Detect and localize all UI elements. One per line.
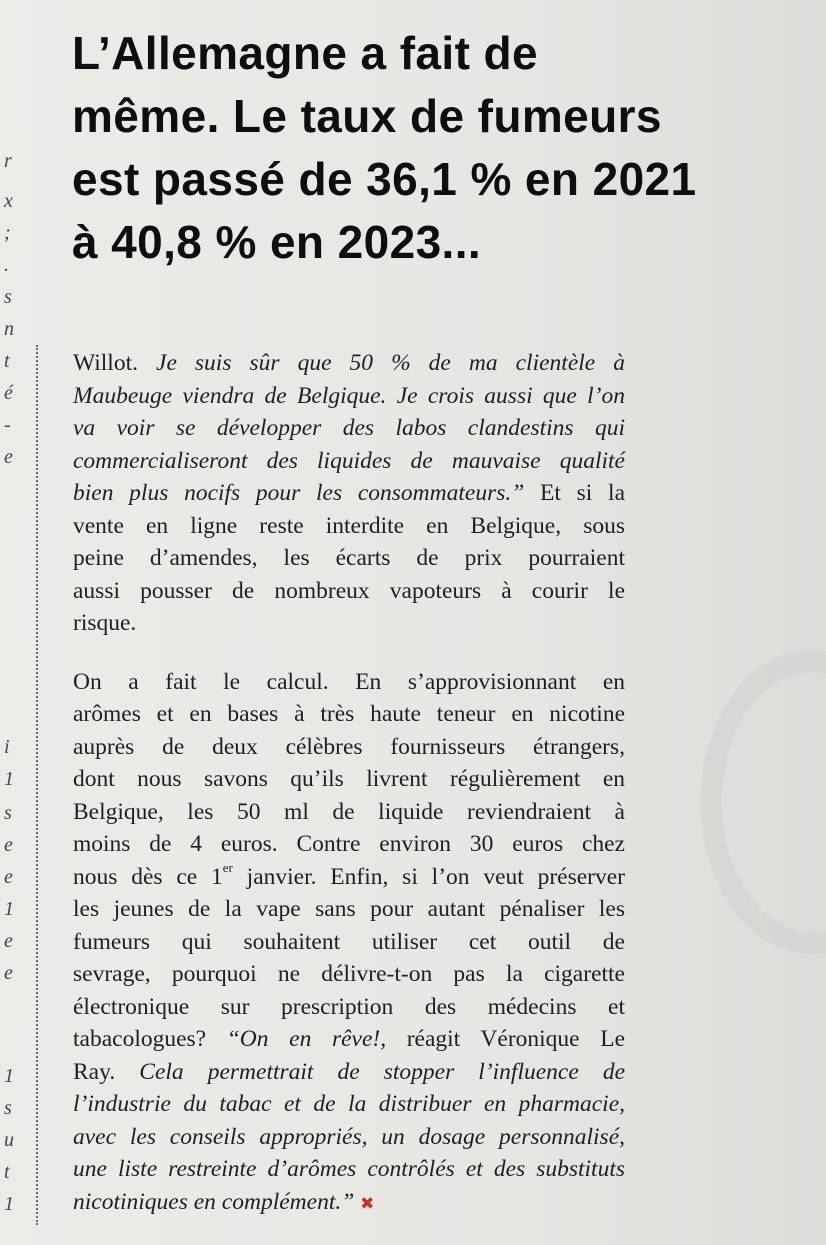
text-line: [73, 347, 625, 380]
text-line: [73, 1186, 625, 1221]
text-line: vente en ligne reste interdite en Belgique, sous: [73, 512, 625, 539]
fragment: e: [4, 834, 13, 856]
body-text: tabacologues?: [73, 1026, 207, 1052]
quote-text: “On en rêve!,: [226, 1026, 387, 1052]
fragment: u: [4, 1129, 14, 1151]
fragment: x: [4, 190, 13, 212]
body-text: réagit Véronique Le: [406, 1026, 626, 1052]
fragment: e: [4, 962, 13, 984]
headline: [72, 22, 812, 274]
text-line: sevrage, pourquoi ne délivre-t-on pas la cigarette: [73, 961, 625, 987]
column-dotted-rule: [36, 345, 38, 1225]
text-line: Belgique, les 50 ml de liquide reviendraient à: [73, 798, 625, 825]
quote-text: Je suis sûr que 50 % de ma clientèle à: [156, 350, 625, 376]
fragment: 1: [4, 1065, 14, 1087]
quote-text: nicotiniques en complément.”: [73, 1188, 355, 1215]
text-line: électronique sur prescription des médecins et: [73, 993, 625, 1020]
text-line: peine d’amendes, les écarts de prix pourraient: [73, 545, 625, 571]
fragment: e: [4, 866, 13, 888]
headline-line: même. Le taux de fumeurs: [72, 90, 662, 142]
fragment: ;: [4, 222, 11, 244]
fragment: t: [4, 1161, 10, 1183]
ordinal-superscript: er: [222, 859, 233, 875]
body-text: nous dès ce 1: [73, 863, 223, 890]
quote-text: va voir se développer des labos clandestins qui: [73, 415, 625, 441]
fragment: 1: [4, 898, 14, 920]
text-line: [73, 1056, 625, 1089]
paragraph-2: [73, 666, 625, 1221]
fragment: .: [4, 254, 9, 276]
text-line: [73, 1023, 625, 1056]
headline-line: à 40,8 % en 2023...: [72, 216, 482, 268]
fragment: s: [4, 802, 12, 824]
text-line: auprès de deux célèbres fournisseurs étrangers,: [73, 733, 625, 760]
speaker-name: Willot.: [73, 350, 138, 376]
text-line: aussi pousser de nombreux vapoteurs à courir le: [73, 577, 625, 604]
quote-text: commercialiseront des liquides de mauvaise qualité: [73, 447, 625, 474]
paragraph-1: [73, 347, 625, 640]
text-line: arômes et en bases à très haute teneur en nicotine: [73, 701, 625, 727]
fragment: i: [4, 736, 10, 758]
quote-text: Cela permettrait de stopper l’influence de: [139, 1058, 626, 1085]
fragment: e: [4, 446, 13, 468]
fragment: s: [4, 286, 12, 308]
fragment: 1: [4, 1193, 14, 1215]
fragment: t: [4, 350, 10, 372]
headline-line: est passé de 36,1 % en 2021: [72, 153, 697, 205]
fragment: s: [4, 1097, 12, 1119]
body-text: Ray.: [73, 1058, 116, 1085]
text-line: dont nous savons qu’ils livrent régulièrement en: [73, 766, 625, 792]
text-line: risque.: [73, 610, 137, 636]
paragraph-gap: [73, 640, 625, 666]
end-of-article-icon: ✖: [360, 1193, 375, 1214]
text-line: [73, 861, 625, 894]
quote-text: une liste restreinte d’arômes contrôlés et des substituts: [73, 1156, 625, 1182]
text-line: fumeurs qui souhaitent utiliser cet outil de: [73, 928, 625, 955]
fragment: 1: [4, 768, 14, 790]
fragment: é: [4, 382, 13, 404]
quote-text: l’industrie du tabac et de la distribuer en pharmacie,: [73, 1091, 625, 1117]
quote-text: Maubeuge viendra de Belgique. Je crois aussi que l’on: [73, 382, 625, 409]
body-text: janvier. Enfin, si l’on veut préserver: [246, 863, 626, 890]
text-line: moins de 4 euros. Contre environ 30 euros chez: [73, 831, 625, 857]
text-line: les jeunes de la vape sans pour autant pénaliser les: [73, 896, 625, 922]
quote-text: bien plus nocifs pour les consommateurs.”: [73, 480, 525, 506]
headline-line: L’Allemagne a fait de: [72, 27, 538, 79]
body-text: Et si la: [540, 480, 625, 506]
text-line: [73, 477, 625, 510]
text-line: On a fait le calcul. En s’approvisionnant en: [73, 668, 625, 695]
fragment: n: [4, 318, 14, 340]
fragment: -: [4, 414, 11, 436]
quote-text: avec les conseils appropriés, un dosage personnalisé,: [73, 1123, 625, 1150]
fragment: r: [4, 150, 12, 172]
fragment: e: [4, 930, 13, 952]
article-body: [73, 347, 625, 1220]
